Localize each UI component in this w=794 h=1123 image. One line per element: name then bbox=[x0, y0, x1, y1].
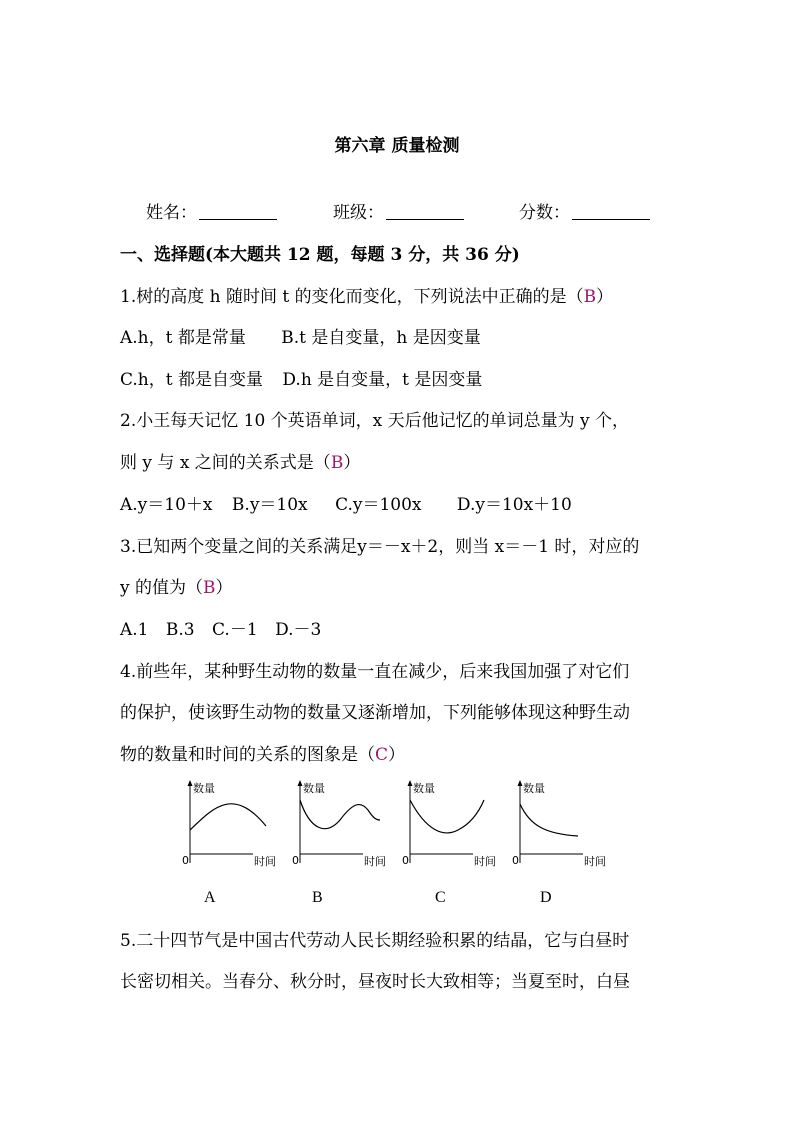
score-field bbox=[519, 201, 650, 225]
graph-c-origin: 0 bbox=[402, 854, 409, 867]
name-label: 姓名： bbox=[146, 203, 197, 223]
q2-close: ） bbox=[343, 453, 361, 473]
graph-a-ylabel: 数量 bbox=[193, 782, 215, 795]
q1-options-row-2 bbox=[120, 368, 482, 392]
q2-options bbox=[120, 493, 572, 517]
q4-text: 物的数量和时间的关系的图象是（ bbox=[120, 745, 375, 765]
graph-d-xlabel: 时间 bbox=[584, 855, 606, 868]
q3-option-b: B.3 bbox=[165, 620, 195, 640]
q3-option-a: A.1 bbox=[120, 620, 149, 640]
q1-options-row-1 bbox=[120, 326, 481, 350]
q2-answer: B bbox=[330, 453, 344, 473]
question-5-line-2: 长密切相关。当春分、秋分时，昼夜时长大致相等；当夏至时，白昼 bbox=[120, 972, 630, 992]
score-blank[interactable] bbox=[572, 203, 650, 220]
q1-close: ） bbox=[596, 287, 614, 307]
question-3-line-2 bbox=[120, 576, 233, 600]
q2-option-b: B.y＝10x bbox=[231, 495, 308, 515]
page-title: 第六章 质量检测 bbox=[334, 136, 460, 156]
graph-b-ylabel: 数量 bbox=[303, 782, 325, 795]
question-4-line-2: 的保护，使该野生动物的数量又逐渐增加，下列能够体现这种野生动 bbox=[120, 703, 630, 723]
q1-option-b: B.t 是自变量，h 是因变量 bbox=[281, 328, 481, 348]
class-label: 班级： bbox=[333, 203, 384, 223]
graph-a-origin: 0 bbox=[182, 854, 189, 867]
graph-d-ylabel: 数量 bbox=[523, 782, 545, 795]
q4-close: ） bbox=[388, 745, 406, 765]
question-5-line-1: 5.二十四节气是中国古代劳动人民长期经验积累的结晶，它与白昼时 bbox=[120, 931, 630, 951]
question-4-line-3 bbox=[120, 743, 405, 767]
score-label: 分数： bbox=[519, 203, 570, 223]
question-2-line-2 bbox=[120, 451, 360, 475]
q1-option-c: C.h，t 都是自变量 bbox=[120, 370, 263, 390]
question-1 bbox=[120, 285, 613, 309]
graph-c-xlabel: 时间 bbox=[474, 855, 496, 868]
q2-option-d: D.y＝10x＋10 bbox=[456, 495, 572, 515]
graph-d-origin: 0 bbox=[512, 854, 519, 867]
q3-option-d: D.－3 bbox=[275, 620, 322, 640]
section-heading: 一、选择题(本大题共 12 题，每题 3 分，共 36 分) bbox=[120, 245, 520, 265]
graph-a-letter: A bbox=[204, 889, 216, 906]
name-blank[interactable] bbox=[199, 203, 277, 220]
q2-text: 则 y 与 x 之间的关系式是（ bbox=[120, 453, 331, 473]
q2-option-c: C.y＝100x bbox=[335, 495, 422, 515]
graph-c-ylabel: 数量 bbox=[413, 782, 435, 795]
q1-text: 1.树的高度 h 随时间 t 的变化而变化，下列说法中正确的是（ bbox=[120, 287, 584, 307]
graph-b-xlabel: 时间 bbox=[364, 855, 386, 868]
question-3-line-1: 3.已知两个变量之间的关系满足y＝－x＋2，则当 x＝－1 时，对应的 bbox=[120, 537, 640, 557]
q4-answer: C bbox=[375, 745, 389, 765]
q3-options bbox=[120, 618, 321, 642]
class-field bbox=[333, 201, 464, 225]
q3-text: y 的值为（ bbox=[120, 578, 204, 598]
question-4-line-1: 4.前些年，某种野生动物的数量一直在减少，后来我国加强了对它们 bbox=[120, 662, 630, 682]
q1-option-d: D.h 是自变量，t 是因变量 bbox=[282, 370, 483, 390]
graph-d bbox=[508, 778, 648, 873]
question-2-line-1: 2.小王每天记忆 10 个英语单词，x 天后他记忆的单词总量为 y 个， bbox=[120, 411, 630, 431]
graph-b-origin: 0 bbox=[292, 854, 299, 867]
q2-option-a: A.y＝10＋x bbox=[120, 495, 213, 515]
graph-c-letter: C bbox=[435, 889, 446, 906]
class-blank[interactable] bbox=[386, 203, 464, 220]
name-field bbox=[146, 201, 277, 225]
q3-answer: B bbox=[203, 578, 216, 598]
q3-option-c: C.－1 bbox=[212, 620, 258, 640]
graph-a-xlabel: 时间 bbox=[254, 855, 276, 868]
q1-answer: B bbox=[583, 287, 597, 307]
graph-b-letter: B bbox=[312, 889, 323, 906]
graph-d-letter: D bbox=[540, 889, 552, 906]
q3-close: ） bbox=[215, 578, 233, 598]
q1-option-a: A.h，t 都是常量 bbox=[120, 328, 246, 348]
